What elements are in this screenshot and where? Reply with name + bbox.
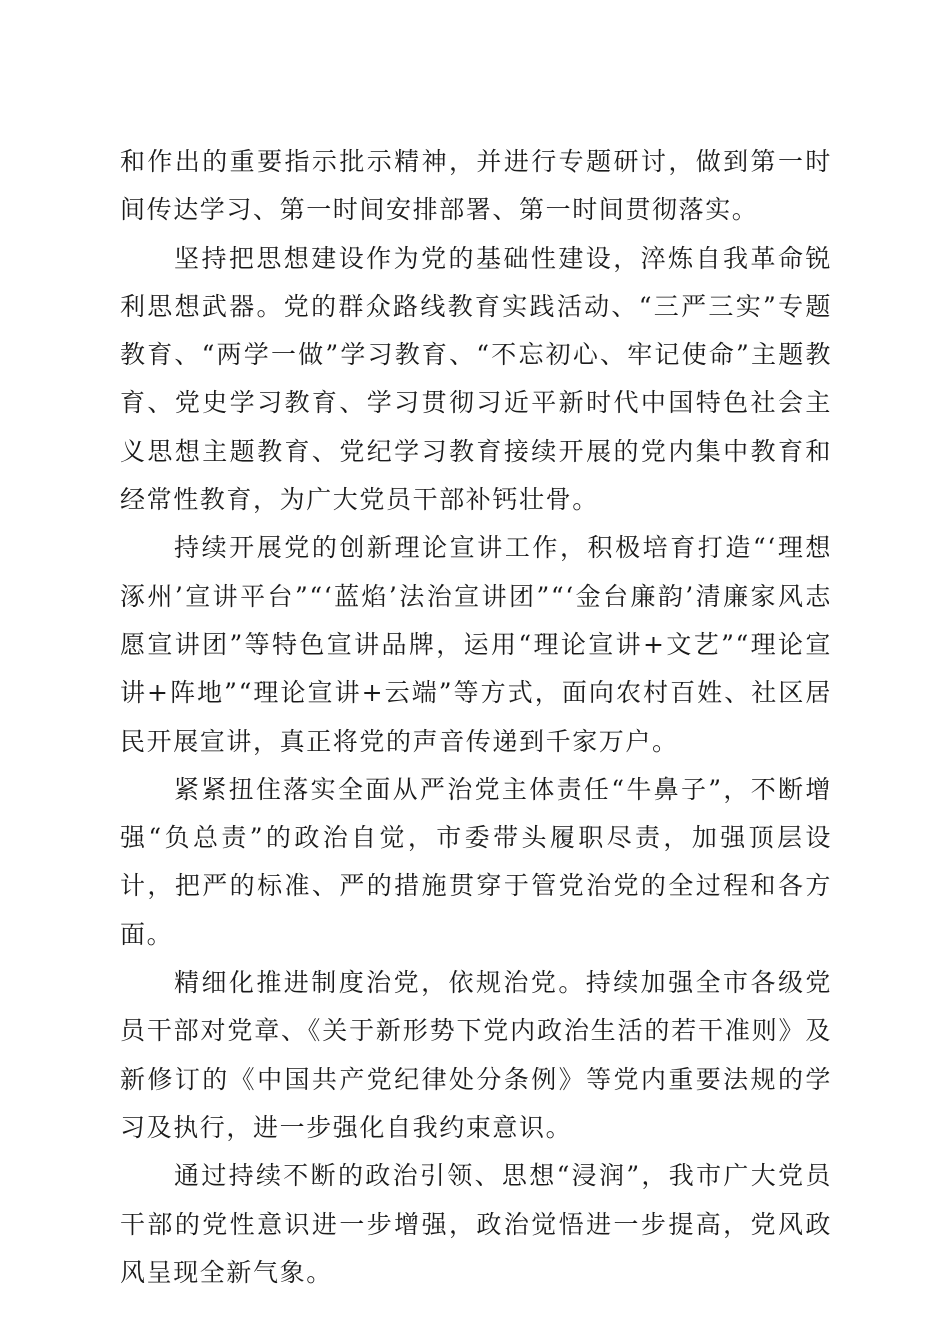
paragraph-party-responsibility: 紧紧扭住落实全面从严治党主体责任“牛鼻子”，不断增强“负总责”的政治自觉，市委带头履职尽责，加强顶层设计，把严的标准、严的措施贯穿于管党治党的全过程和各方面。 <box>120 774 832 949</box>
paragraph-conclusion: 通过持续不断的政治引领、思想“浸润”，我市广大党员干部的党性意识进一步增强，政治觉悟进一步提高，党风政风呈现全新气象。 <box>120 1161 832 1287</box>
document-body <box>120 138 832 1297</box>
paragraph-continuation: 和作出的重要指示批示精神，并进行专题研讨，做到第一时间传达学习、第一时间安排部署、第一时间贯彻落实。 <box>120 147 832 225</box>
paragraph-theory-lectures: 持续开展党的创新理论宣讲工作，积极培育打造“‘理想涿州’宣讲平台”“‘蓝焰’法治宣讲团”“‘金台廉韵’清廉家风志愿宣讲团”等特色宣讲品牌，运用“理论宣讲+文艺”“理论宣讲+阵地”“理论宣讲+云端”等方式，面向农村百姓、社区居民开展宣讲，真正将党的声音传递到千家万户。 <box>120 533 832 756</box>
paragraph-institutional-governance: 精细化推进制度治党，依规治党。持续加强全市各级党员干部对党章、《关于新形势下党内政治生活的若干准则》及新修订的《中国共产党纪律处分条例》等党内重要法规的学习及执行，进一步强化自我约束意识。 <box>120 968 832 1142</box>
paragraph-ideological-building: 坚持把思想建设作为党的基础性建设，淬炼自我革命锐利思想武器。党的群众路线教育实践活动、“三严三实”专题教育、“两学一做”学习教育、“不忘初心、牢记使命”主题教育、党史学习教育、学习贯彻习近平新时代中国特色社会主义思想主题教育、党纪学习教育接续开展的党内集中教育和经常性教育，为广大党员干部补钙壮骨。 <box>120 243 832 515</box>
